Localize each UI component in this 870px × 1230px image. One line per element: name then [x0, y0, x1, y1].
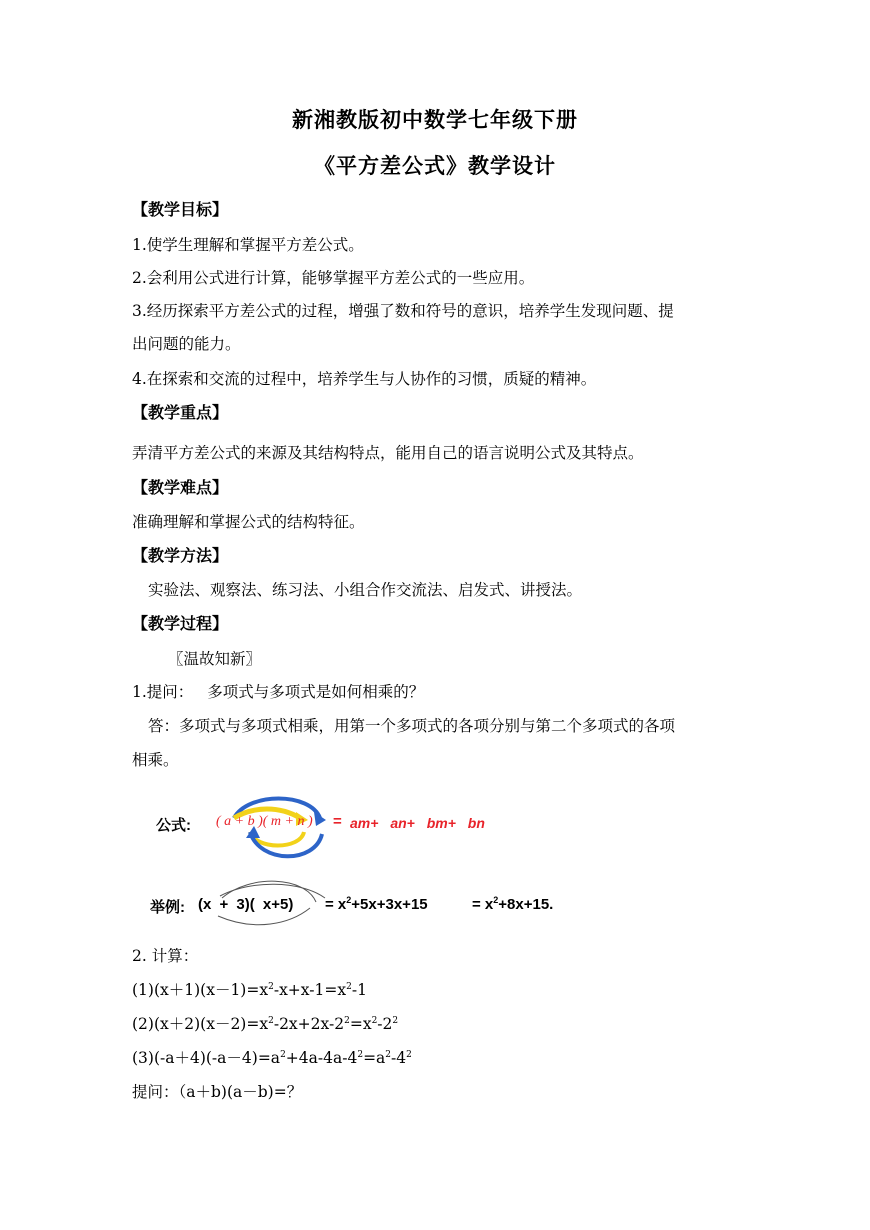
question-1-text: 多项式与多项式是如何相乘的？ [207, 683, 425, 701]
difficulty-text: 准确理解和掌握公式的结构特征。 [132, 513, 365, 531]
goal-item: 3.经历探索平方差公式的过程，增强了数和符号的意识，培养学生发现问题、提 [132, 302, 674, 320]
example-lhs: (x + 3)( x+5) [198, 896, 294, 913]
calc-line-2: $(2)(x+2)(x-2)=x^2-2x+2x-2^2=x^2-2^2$ [132, 1015, 399, 1033]
document-subtitle: 《平方差公式》教学设计 [314, 154, 556, 178]
calc-line-3: $(3)(-a+4)(-a-4)=a^2+4a-4a-4^2=a^2-4^2$ [132, 1049, 412, 1067]
formula-term: an+ [390, 815, 415, 831]
final-question: 提问：（a＋b)(a－b)=？ [132, 1083, 303, 1101]
goal-item: 出问题的能力。 [132, 335, 241, 353]
goal-item: 2.会利用公式进行计算，能够掌握平方差公式的一些应用。 [132, 269, 535, 287]
key-points-heading: 【教学重点】 [132, 403, 229, 422]
formula-term: bm+ [426, 815, 456, 831]
example-label: 举例: [150, 899, 185, 916]
question-2-heading: 2. 计算： [132, 947, 199, 965]
formula-term: bn [467, 815, 485, 831]
key-points-text: 弄清平方差公式的来源及其结构特点，能用自己的语言说明公式及其特点。 [132, 444, 644, 462]
goal-item: 1.使学生理解和掌握平方差公式。 [132, 236, 364, 254]
document-title: 新湘教版初中数学七年级下册 [292, 108, 578, 132]
polynomial-multiplication-figure [150, 784, 610, 944]
question-1-label: 1.提问： [132, 683, 194, 701]
answer-1-line2: 相乘。 [132, 751, 179, 769]
goals-heading: 【教学目标】 [132, 200, 229, 219]
formula-lhs: ( a + b )( m + n ) [216, 814, 313, 829]
difficulty-heading: 【教学难点】 [132, 478, 229, 497]
goal-item: 4.在探索和交流的过程中，培养学生与人协作的习惯，质疑的精神。 [132, 370, 597, 388]
figure-arrows [150, 784, 610, 944]
example-rhs-expanded: = $x^2+5x+3x+15$ [325, 895, 428, 913]
review-heading: 〖温故知新〗 [168, 650, 262, 668]
formula-rhs [350, 815, 485, 831]
formula-term: am+ [350, 815, 379, 831]
method-heading: 【教学方法】 [132, 546, 229, 565]
formula-label: 公式: [156, 817, 191, 834]
formula-equals: = [333, 813, 342, 830]
calc-line-1: $(1)(x+1)(x-1)=x^2-x+x-1=x^2-1$ [132, 981, 367, 999]
question-1 [132, 682, 752, 702]
method-text: 实验法、观察法、练习法、小组合作交流法、启发式、讲授法。 [148, 581, 583, 599]
example-rhs-simplified: = $x^2+8x+15$. [472, 895, 554, 913]
process-heading: 【教学过程】 [132, 614, 229, 633]
answer-1-line1: 答：多项式与多项式相乘，用第一个多项式的各项分别与第二个多项式的各项 [148, 717, 676, 735]
